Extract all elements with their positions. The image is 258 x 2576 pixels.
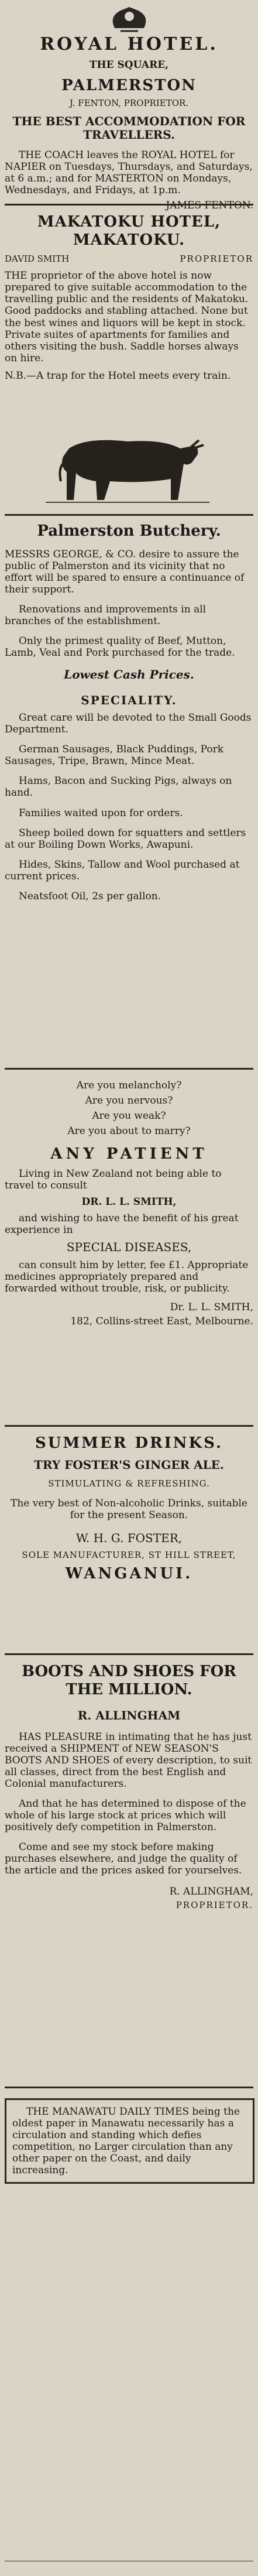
- royal-body: THE COACH leaves the ROYAL HOTEL for NAPIER on Tuesdays, Thursdays, and Saturdays, at 6 a.m.; and for MASTERTON on Mondays, Wednesdays, and Fridays, at 1p.m.: [5, 149, 253, 197]
- makatoku-hotel-ad: [5, 213, 253, 412]
- butchery-intro: MESSRS GEORGE, & CO. desire to assure the public of Palmerston and its vicinity that no effort will be spared to ensure a continuance of their support.: [5, 548, 245, 595]
- patient-sign: Dr. L. L. SMITH,: [170, 1301, 253, 1313]
- boots-title: BOOTS AND SHOES FOR THE MILLION.: [22, 1663, 236, 1698]
- patient-head: ANY PATIENT: [50, 1145, 208, 1163]
- drinks-body: The very best of Non-alcoholic Drinks, suitable for the present Season.: [11, 1497, 247, 1521]
- makatoku-role: PROPRIETOR: [180, 254, 253, 265]
- divider: [5, 1653, 253, 1655]
- patient-q2: Are you nervous?: [85, 1095, 173, 1107]
- bull-illustration-icon: [46, 425, 209, 507]
- royal-subtitle: THE SQUARE,: [89, 59, 169, 71]
- butchery-sheep: Sheep boiled down for squatters and settlers at our Boiling Down Works, Awapuni.: [5, 827, 246, 851]
- royal-headline: THE BEST ACCOMMODATION FOR TRAVELLERS.: [12, 114, 246, 142]
- newspaper-column: [5, 2, 253, 2574]
- divider: [5, 1425, 253, 1427]
- boots-body2: And that he has determined to dispose of the whole of his large stock at prices which will positively defy competition in Palmerston.: [5, 1798, 246, 1834]
- butchery-title: Palmerston Butchery.: [37, 522, 221, 540]
- patient-doctor: DR. L. L. SMITH,: [81, 1195, 177, 1208]
- butchery-hams: Hams, Bacon and Sucking Pigs, always on hand.: [5, 775, 232, 799]
- makatoku-owner-row: [5, 254, 253, 264]
- patient-ad: [5, 1080, 253, 1372]
- boots-sign: R. ALLINGHAM,: [169, 1886, 253, 1898]
- patient-body3: can consult him by letter, fee £1. Appropriate medicines appropriately prepared and forwarded without trouble, risk, or publicity.: [5, 1259, 249, 1294]
- times-notice: [5, 2098, 254, 2184]
- butchery-speciality-head: SPECIALITY.: [81, 693, 177, 707]
- patient-body1: Living in New Zealand not being able to travel to consult: [5, 1167, 222, 1191]
- boots-role: PROPRIETOR.: [176, 1899, 253, 1910]
- patient-q3: Are you weak?: [92, 1110, 166, 1122]
- butchery-families: Families waited upon for orders.: [19, 807, 183, 819]
- patient-address: 182, Collins-street East, Melbourne.: [70, 1315, 253, 1327]
- boots-owner: R. ALLINGHAM: [77, 1708, 181, 1723]
- divider: [5, 514, 253, 516]
- drinks-maker: W. H. G. FOSTER,: [75, 1531, 183, 1546]
- royal-title: ROYAL HOTEL.: [40, 34, 218, 54]
- royal-crest-icon: [103, 5, 156, 34]
- divider: [5, 2087, 253, 2088]
- butchery-goods: German Sausages, Black Puddings, Pork Sausages, Tripe, Brawn, Mince Meat.: [5, 744, 224, 768]
- boots-body3: Come and see my stock before making purchases elsewhere, and judge the quality of the article and the prices asked for yourselves.: [5, 1841, 242, 1877]
- butchery-ad: [5, 522, 253, 1049]
- butchery-supply: Only the primest quality of Beef, Mutton, Lamb, Veal and Pork purchased for the trade.: [5, 635, 235, 659]
- royal-proprietor: J. FENTON, PROPRIETOR.: [69, 98, 189, 109]
- drinks-try: TRY FOSTER'S GINGER ALE.: [34, 1457, 224, 1472]
- makatoku-note: N.B.—A trap for the Hotel meets every train.: [5, 369, 231, 382]
- drinks-ad: [5, 1434, 253, 1628]
- makatoku-body: THE proprietor of the above hotel is now prepared to give suitable accommodation to the travelling public and the residents of Makatoku. Good paddocks and stabling attached. None but the best wines and liquors will be kept in stock. Private suites of apartments for families and others visiting the bush. Saddle horses always on hire.: [5, 270, 249, 364]
- makatoku-owner: DAVID SMITH: [5, 254, 70, 265]
- divider: [5, 204, 253, 205]
- boots-body1: HAS PLEASURE in intimating that he has just received a SHIPMENT of NEW SEASON'S BOOTS AND SHOES of every description, to suit all classes, direct from the best English and Colonial manufacturers.: [5, 1731, 252, 1790]
- patient-q4: Are you about to marry?: [67, 1125, 191, 1138]
- patient-special: SPECIAL DISEASES,: [66, 1240, 192, 1255]
- drinks-title: SUMMER DRINKS.: [35, 1434, 223, 1452]
- times-body: THE MANAWATU DAILY TIMES being the oldest paper in Manawatu necessarily has a circulation and standing which defies competition, no Larger circulation than any other paper on the Coast, and daily increasing.: [12, 2106, 240, 2177]
- butchery-oil: Neatsfoot Oil, 2s per gallon.: [19, 890, 161, 902]
- butchery-speciality-body: Great care will be devoted to the Small Goods Department.: [5, 712, 252, 736]
- patient-q1: Are you melancholy?: [76, 1080, 182, 1091]
- butchery-hides: Hides, Skins, Tallow and Wool purchased at current prices.: [5, 858, 240, 882]
- royal-signature: JAMES FENTON.: [166, 200, 253, 212]
- drinks-trade: SOLE MANUFACTURER, ST HILL STREET,: [22, 1549, 236, 1560]
- boots-ad: [5, 1663, 253, 2073]
- butchery-prices: Lowest Cash Prices.: [64, 667, 194, 682]
- divider: [5, 1068, 253, 1070]
- makatoku-title: MAKATOKU HOTEL, MAKATOKU.: [37, 213, 221, 249]
- drinks-town: WANGANUI.: [65, 1565, 193, 1583]
- royal-hotel-ad: [5, 2, 253, 212]
- royal-town: PALMERSTON: [61, 77, 197, 95]
- butchery-improvements: Renovations and improvements in all branches of the establishment.: [5, 603, 207, 627]
- patient-body2: and wishing to have the benefit of his great experience in: [5, 1212, 239, 1236]
- drinks-tagline: STIMULATING & REFRESHING.: [48, 1478, 210, 1489]
